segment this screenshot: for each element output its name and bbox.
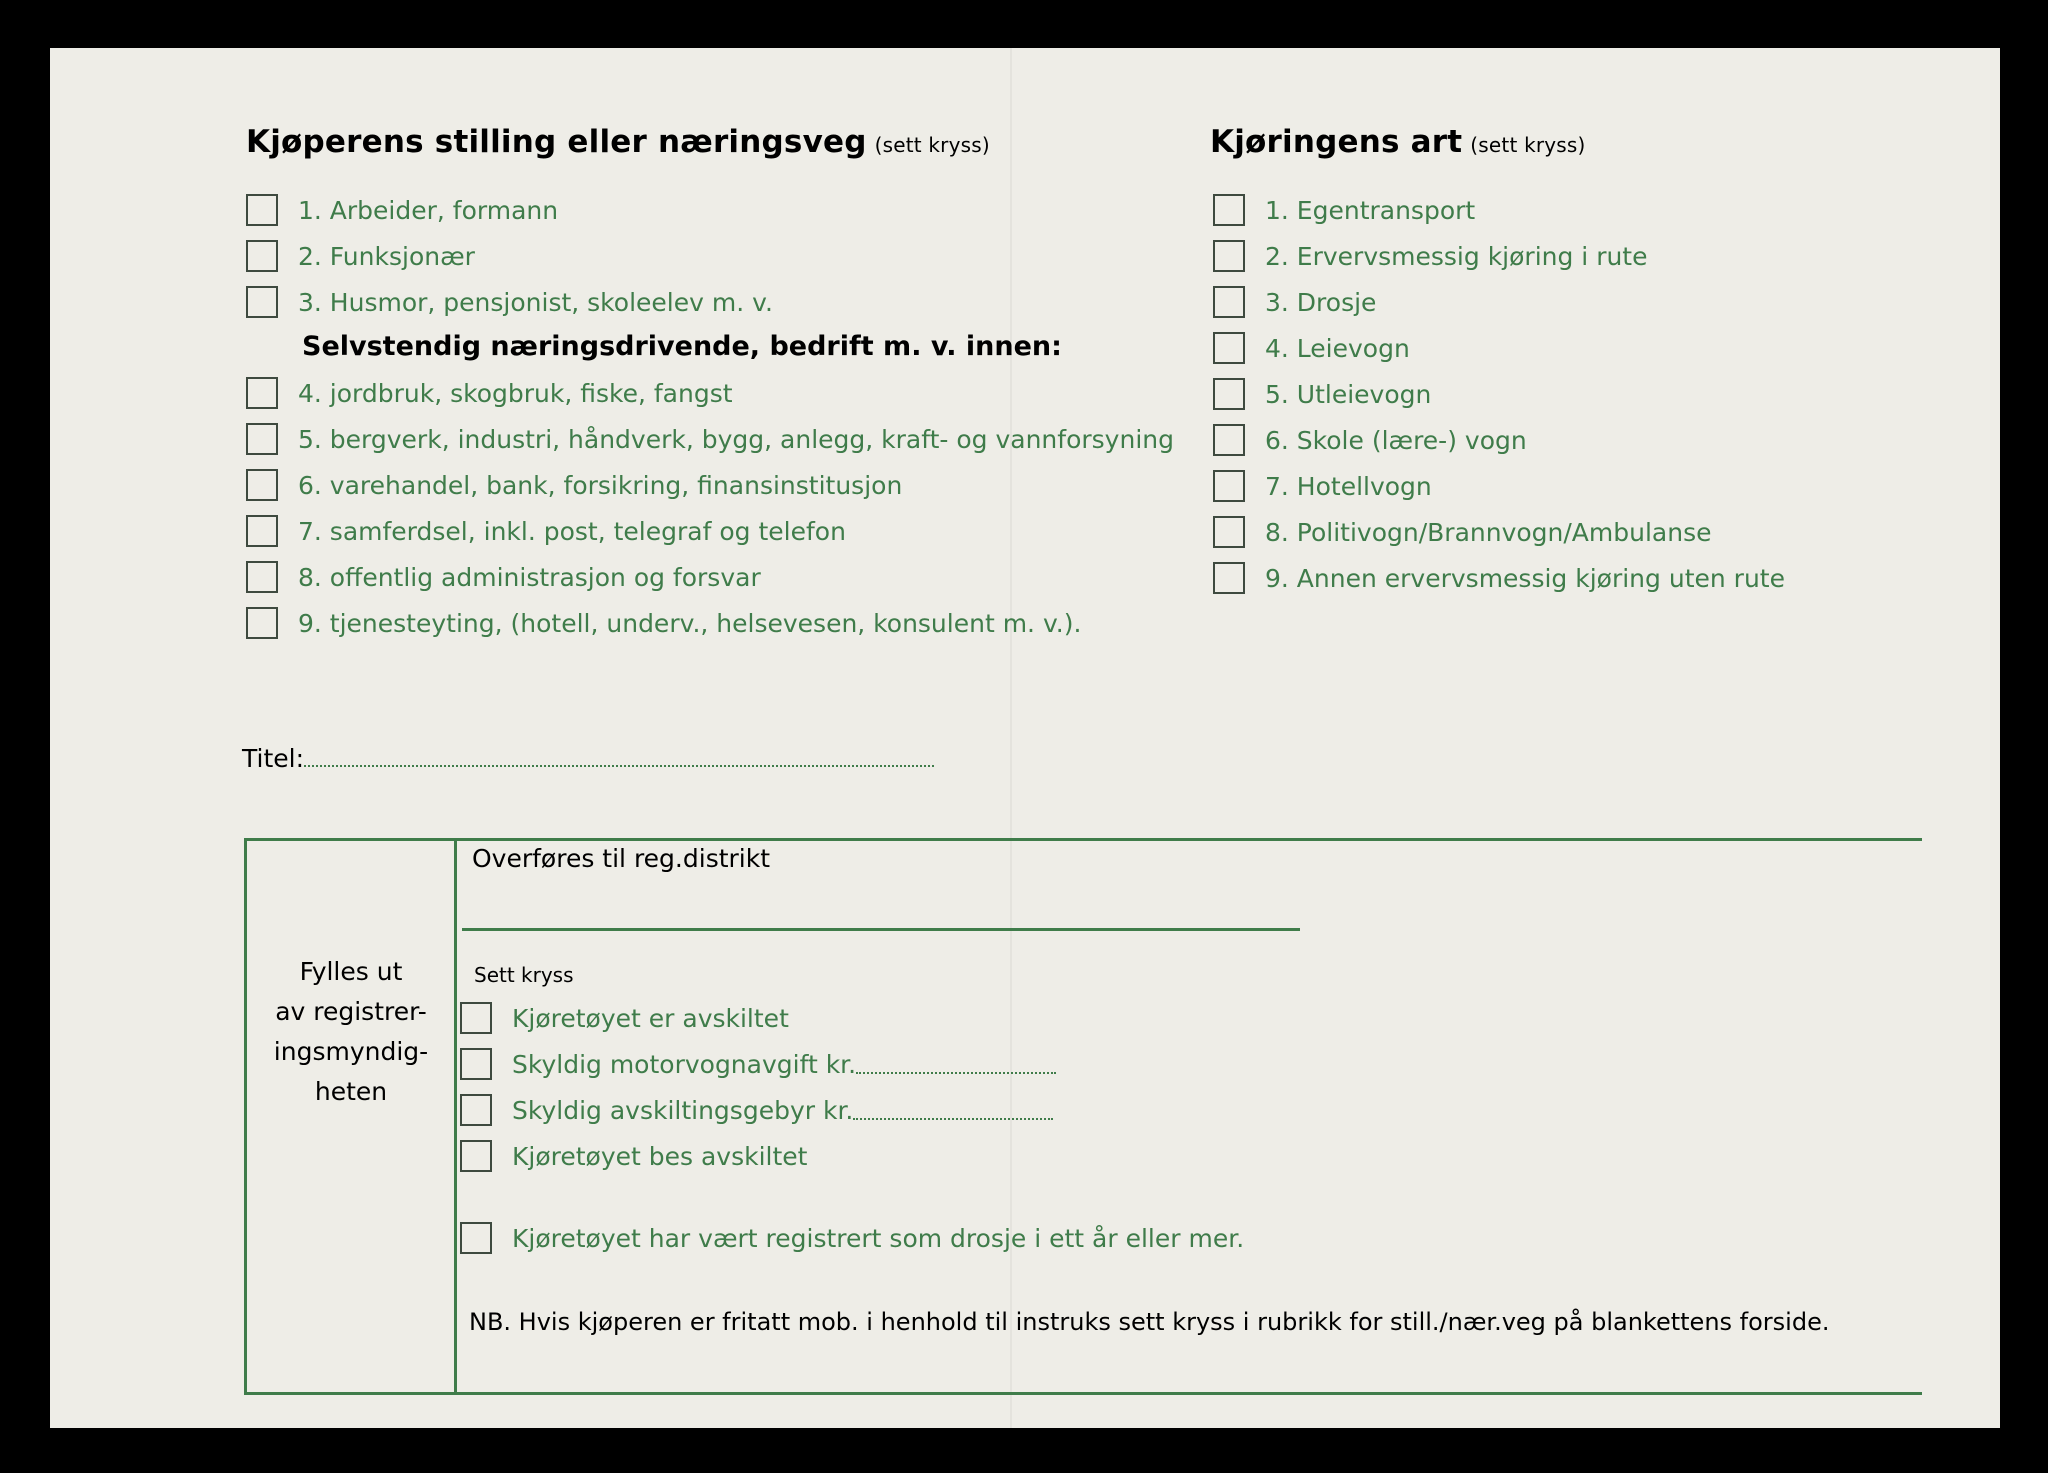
option-label: 3. Husmor, pensjonist, skoleelev m. v. [298,287,773,317]
option-label: Kjøretøyet har vært registrert som drosje i ett år eller mer. [512,1223,1245,1253]
option-label: 3. Drosje [1265,287,1377,317]
left-heading-title: Kjøperens stilling eller næringsveg [246,124,867,160]
option-label: Skyldig motorvognavgift kr. [512,1049,857,1079]
option-label: 4. jordbruk, skogbruk, fiske, fangst [298,378,733,408]
checkbox[interactable] [246,423,278,455]
checkbox[interactable] [246,240,278,272]
left-option-8[interactable] [246,561,761,593]
registry-side-label [248,952,454,1112]
box-option-avskiltet[interactable] [460,1002,789,1034]
left-heading [246,124,990,160]
transfer-label: Overføres til reg.distrikt [472,844,771,873]
option-label: 7. Hotellvogn [1265,471,1432,501]
checkbox[interactable] [460,1048,492,1080]
right-heading [1210,124,1586,160]
box-divider [454,838,457,1395]
option-label: 5. bergverk, industri, håndverk, bygg, anlegg, kraft- og vannforsyning [298,424,1174,454]
titel-field[interactable] [242,744,934,773]
transfer-line[interactable] [462,928,1300,931]
titel-dotted-line[interactable] [304,747,934,767]
checkbox[interactable] [246,469,278,501]
option-label: 1. Egentransport [1265,195,1476,225]
option-label: 6. Skole (lære-) vogn [1265,425,1527,455]
checkbox[interactable] [1213,240,1245,272]
box-option-avskiltingsgebyr[interactable] [460,1094,1053,1126]
box-option-motorvognavgift[interactable] [460,1048,1056,1080]
side-line-1: Fylles ut [299,957,403,986]
option-label: 9. Annen ervervsmessig kjøring uten rute [1265,563,1785,593]
checkbox[interactable] [1213,424,1245,456]
right-option-1[interactable] [1213,194,1475,226]
checkbox[interactable] [1213,470,1245,502]
checkbox[interactable] [246,286,278,318]
checkbox[interactable] [246,561,278,593]
right-option-4[interactable] [1213,332,1410,364]
option-label: 8. offentlig administrasjon og forsvar [298,562,761,592]
side-line-3: ingsmyndig- [273,1037,429,1066]
right-option-6[interactable] [1213,424,1527,456]
checkbox[interactable] [460,1002,492,1034]
checkbox[interactable] [246,377,278,409]
option-label: 2. Ervervsmessig kjøring i rute [1265,241,1648,271]
sett-kryss-label: Sett kryss [474,963,574,987]
right-option-7[interactable] [1213,470,1432,502]
box-option-drosje[interactable] [460,1222,1244,1254]
checkbox[interactable] [246,194,278,226]
paper-fold [1010,48,1012,1428]
left-heading-note: (sett kryss) [874,133,990,157]
option-label: 8. Politivogn/Brannvogn/Ambulanse [1265,517,1712,547]
checkbox[interactable] [1213,286,1245,318]
right-option-9[interactable] [1213,562,1785,594]
checkbox[interactable] [460,1140,492,1172]
left-option-2[interactable] [246,240,475,272]
left-option-3[interactable] [246,286,773,318]
checkbox[interactable] [460,1094,492,1126]
option-label: 7. samferdsel, inkl. post, telegraf og telefon [298,516,846,546]
option-label: 6. varehandel, bank, forsikring, finansinstitusjon [298,470,903,500]
side-line-2: av registrer- [275,997,427,1026]
right-heading-note: (sett kryss) [1470,133,1586,157]
left-option-1[interactable] [246,194,558,226]
box-top-border [244,838,1922,841]
box-left-border [244,838,247,1395]
checkbox[interactable] [460,1222,492,1254]
option-label: Skyldig avskiltingsgebyr kr. [512,1095,854,1125]
option-label: Kjøretøyet er avskiltet [512,1003,789,1033]
right-option-5[interactable] [1213,378,1431,410]
checkbox[interactable] [1213,516,1245,548]
side-line-4: heten [314,1077,388,1106]
option-label: 5. Utleievogn [1265,379,1432,409]
nb-note: NB. Hvis kjøperen er fritatt mob. i henhold til instruks sett kryss i rubrikk for still./nær.veg på blankettens forside. [469,1308,1830,1336]
checkbox[interactable] [246,515,278,547]
left-subheading: Selvstendig næringsdrivende, bedrift m. v. innen: [302,331,1062,362]
right-option-2[interactable] [1213,240,1648,272]
amount-dotted-line[interactable] [856,1054,1056,1074]
option-label: 4. Leievogn [1265,333,1410,363]
right-option-3[interactable] [1213,286,1376,318]
checkbox[interactable] [1213,332,1245,364]
right-heading-title: Kjøringens art [1210,124,1463,160]
box-option-bes-avskiltet[interactable] [460,1140,807,1172]
right-option-8[interactable] [1213,516,1712,548]
left-option-6[interactable] [246,469,902,501]
left-option-4[interactable] [246,377,733,409]
option-label: 1. Arbeider, formann [298,195,559,225]
option-label: 9. tjenesteyting, (hotell, underv., helsevesen, konsulent m. v.). [298,608,1082,638]
option-label: Kjøretøyet bes avskiltet [512,1141,808,1171]
left-option-7[interactable] [246,515,846,547]
box-bottom-border [244,1392,1922,1395]
option-label: 2. Funksjonær [298,241,475,271]
checkbox[interactable] [246,607,278,639]
titel-label: Titel: [242,744,304,773]
left-option-5[interactable] [246,423,1174,455]
checkbox[interactable] [1213,562,1245,594]
left-option-9[interactable] [246,607,1081,639]
checkbox[interactable] [1213,194,1245,226]
checkbox[interactable] [1213,378,1245,410]
amount-dotted-line[interactable] [853,1100,1053,1120]
